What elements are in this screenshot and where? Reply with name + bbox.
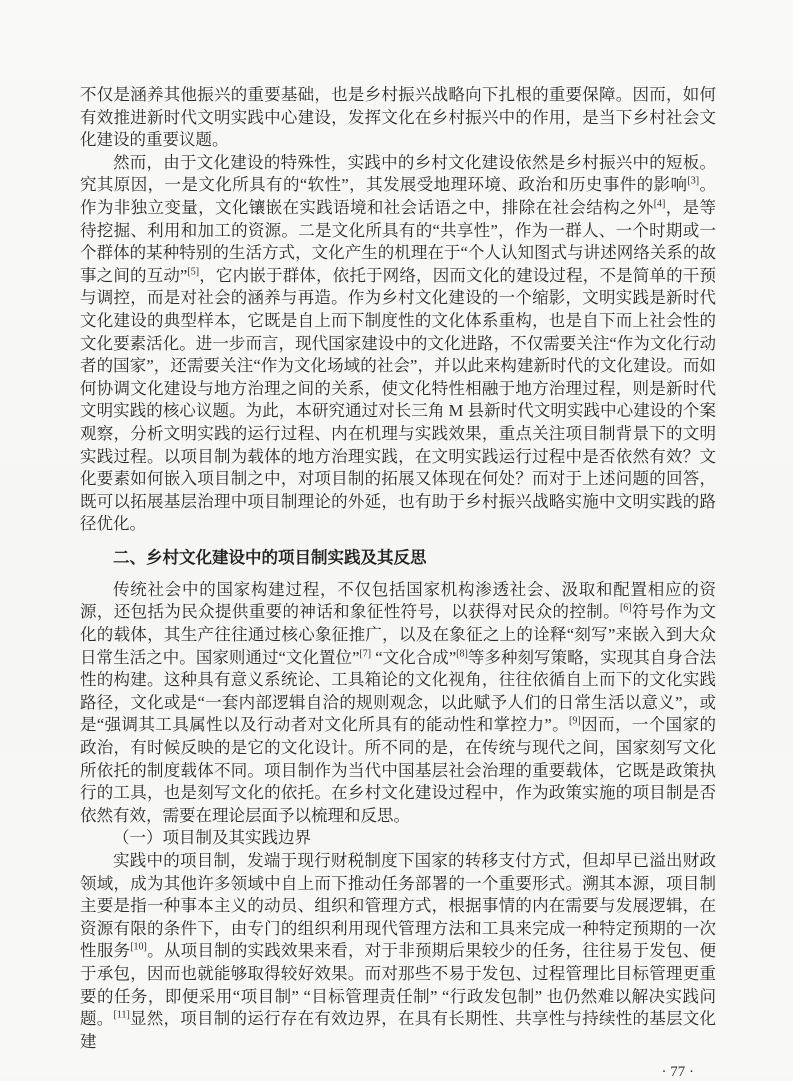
subsection-heading: （一）项目制及其实践边界	[113, 828, 311, 848]
paragraph-section: 传统社会中的国家构建过程，不仅包括国家机构渗透社会、汲取和配置相应的资源，还包括为民众提供重要的神话和象征性符号，以获得对民众的控制。[6]符号作为文化的载体，其生产往往通过核心象征推广，以及在象征之上的诠释“刻写”来嵌入到大众日常生活之中。国家则通过“文化置位”[7] “文化合成”[8]等多种刻写策略，实现其自身合法性的构建。这种具有意义系统论、工具箱论的文化视角，往往依循自上而下的文化实践路径，文化或是“一套内部逻辑自洽的规则观念，以此赋予人们的日常生活以意义”，或是“强调其工具属性以及行动者对文化所具有的能动性和掌控力”。[9]因而，一个国家的政治，有时候反映的是它的文化设计。所不同的是，在传统与现代之间，国家刻写文化所依托的制度载体不同。项目制作为当代中国基层社会治理的重要载体，它既是政策执行的工具，也是刻写文化的依托。在乡村文化建设过程中，作为政策实施的项目制是否依然有效，需要在理论层面予以梳理和反思。	[80, 579, 717, 825]
section-heading: 二、乡村文化建设中的项目制实践及其反思	[113, 548, 427, 567]
paragraph-intro: 然而，由于文化建设的特殊性，实践中的乡村文化建设依然是乡村振兴中的短板。究其原因，一是文化所具有的“软性”，其发展受地理环境、政治和历史事件的影响[3]。作为非独立变量，文化镶嵌在实践语境和社会话语之中，排除在社会结构之外[4]，是等待挖掘、利用和加工的资源。二是文化所具有的“共享性”，作为一群人、一个时期或一个群体的某种特别的生活方式，文化产生的机理在于“个人认知图式与讲述网络关系的故事之间的互动”[5]，它内嵌于群体，依托于网络，因而文化的建设过程，不是简单的干预与调控，而是对社会的涵养与再造。作为乡村文化建设的一个缩影，文明实践是新时代文化建设的典型样本，它既是自上而下制度性的文化体系重构，也是自下而上社会性的文化要素活化。进一步而言，现代国家建设中的文化进路，不仅需要关注“作为文化行动者的国家”，还需要关注“作为文化场域的社会”，并以此来构建新时代的文化建设。而如何协调文化建设与地方治理之间的关系，使文化特性相融于地方治理过程，则是新时代文明实践的核心议题。为此，本研究通过对长三角 M 县新时代文明实践中心建设的个案观察，分析文明实践的运行过程、内在机理与实践效果，重点关注项目制背景下的文明实践过程。以项目制为载体的地方治理实践，在文明实践运行过程中是否依然有效？文化要素如何嵌入项目制之中，对项目制的拓展又体现在何处？而对于上述问题的回答，既可以拓展基层治理中项目制理论的外延，也有助于乡村振兴战略实施中文明实践的路径优化。	[80, 152, 717, 534]
paragraph-continuation: 不仅是涵养其他振兴的重要基础，也是乡村振兴战略向下扎根的重要保障。因而，如何有效推进新时代文明实践中心建设，发挥文化在乡村振兴中的作用，是当下乡村社会文化建设的重要议题。	[80, 85, 716, 150]
page-body	[80, 84, 716, 1081]
page-number: · 77 ·	[661, 1064, 694, 1081]
paragraph-project-system: 实践中的项目制，发端于现行财税制度下国家的转移支付方式，但却早已溢出财政领域，成为其他许多领域中自上而下推动任务部署的一个重要形式。溯其本源，项目制主要是指一种事本主义的动员、组织和管理方式，根据事情的内在需要与发展逻辑，在资源有限的条件下，由专门的组织利用现代管理方法和工具来完成一种特定预期的一次性服务[10]。从项目制的实践效果来看，对于非预期后果较少的任务，往往易于发包、便于承包，因而也就能够取得较好效果。而对那些不易于发包、过程管理比目标管理更重要的任务，即便采用“项目制” “目标管理责任制” “行政发包制” 也仍然难以解决实践问题。[11]显然，项目制的运行存在有效边界，在具有长期性、共享性与持续性的基层文化建	[80, 851, 717, 1051]
